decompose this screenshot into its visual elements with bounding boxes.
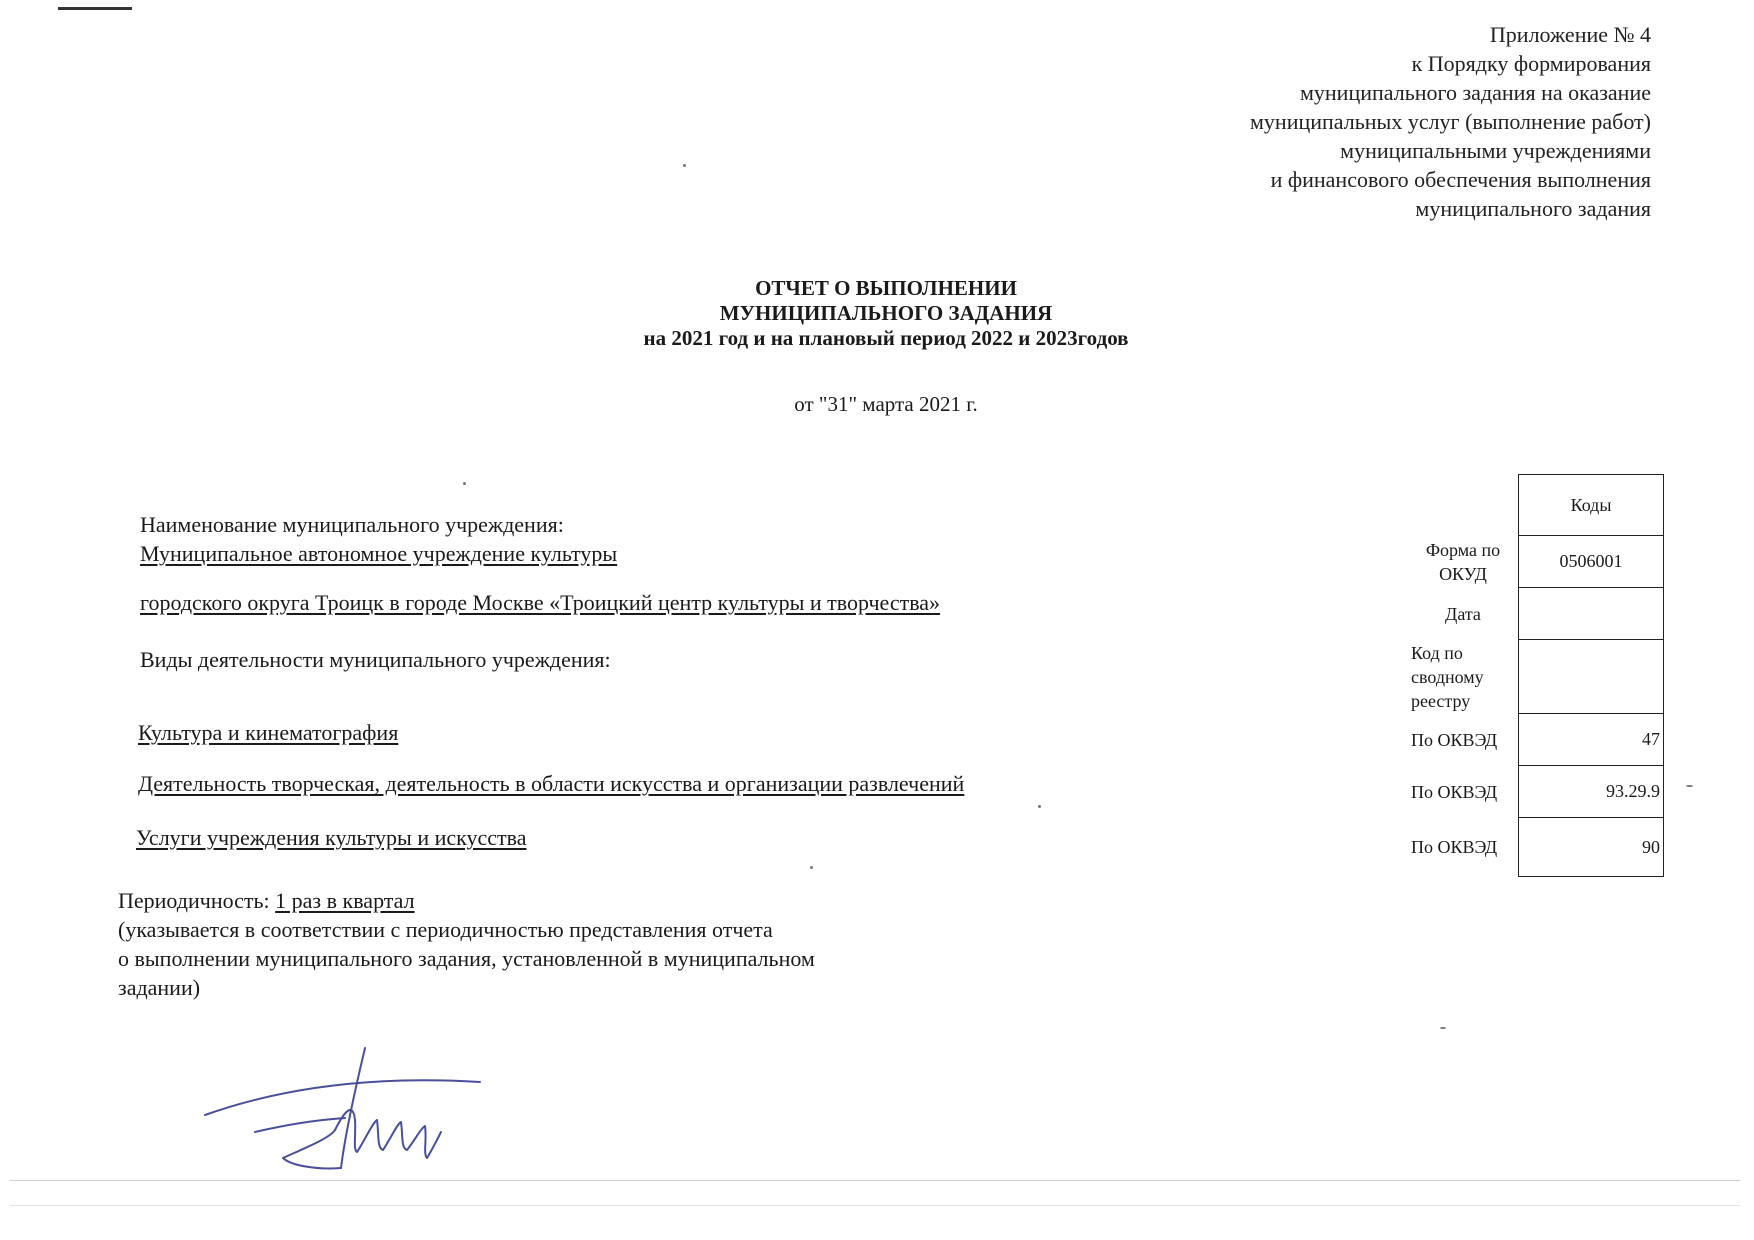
code-label: Дата [1445,603,1481,624]
document-title [586,276,1186,351]
code-label: По ОКВЭД [1411,729,1498,750]
institution-label: Наименование муниципального учреждения: [140,512,564,537]
scan-artifact-line [10,1180,1740,1181]
appendix-line: муниципальными учреждениями [1340,138,1651,163]
code-value: 47 [1519,714,1664,766]
appendix-line: к Порядку формирования [1411,51,1651,76]
code-value [1519,588,1664,640]
institution-name-line-2: городского округа Троицк в городе Москве «Троицкий центр культуры и творчества» [140,590,941,615]
institution-name-line-1: Муниципальное автономное учреждение культуры [140,541,618,566]
code-value: 90 [1519,818,1664,877]
scan-artifact-line [10,1205,1740,1206]
periodicity-block [118,886,815,1002]
scan-speck [1440,1027,1446,1029]
code-value: 93.29.9 [1519,766,1664,818]
appendix-line: муниципального задания на оказание [1299,80,1651,105]
periodicity-note: задании) [118,975,201,1000]
appendix-line: Приложение № 4 [1489,22,1651,47]
periodicity-note: (указывается в соответствии с периодичностью представления отчета [118,917,773,942]
activity-item: Культура и кинематография [138,720,399,745]
title-line-1: ОТЧЕТ О ВЫПОЛНЕНИИ [755,276,1017,300]
codes-header: Коды [1519,475,1664,536]
activity-item: Услуги учреждения культуры и искусства [136,825,527,850]
appendix-line: муниципальных услуг (выполнение работ) [1250,109,1651,134]
periodicity-note: о выполнении муниципального задания, установленной в муниципальном [118,946,815,971]
code-label: Форма по ОКУД [1425,539,1501,584]
report-date: от "31" марта 2021 г. [794,392,978,416]
scan-speck [810,866,813,869]
scan-speck [1686,785,1693,787]
code-label: Код по сводному реестру [1411,642,1484,711]
handwritten-signature [195,1040,495,1180]
appendix-reference [1091,20,1651,223]
codes-table [1408,474,1664,877]
title-line-3: на 2021 год и на плановый период 2022 и 2023годов [643,326,1129,350]
scan-speck [463,482,466,485]
code-value [1519,640,1664,714]
appendix-line: и финансового обеспечения выполнения [1270,167,1651,192]
code-label: По ОКВЭД [1411,781,1498,802]
periodicity-label: Периодичность: [118,888,276,913]
activities-label: Виды деятельности муниципального учреждения: [140,647,611,672]
appendix-line: муниципального задания [1415,196,1651,221]
activity-item: Деятельность творческая, деятельность в области искусства и организации развлечений [138,771,965,796]
periodicity-value: 1 раз в квартал [275,888,415,913]
code-label: По ОКВЭД [1411,837,1498,857]
scan-speck [683,164,686,167]
title-line-2: МУНИЦИПАЛЬНОГО ЗАДАНИЯ [719,301,1053,325]
code-value: 0506001 [1519,536,1664,588]
scan-speck [1038,805,1041,808]
scan-corner-mark [58,7,132,10]
